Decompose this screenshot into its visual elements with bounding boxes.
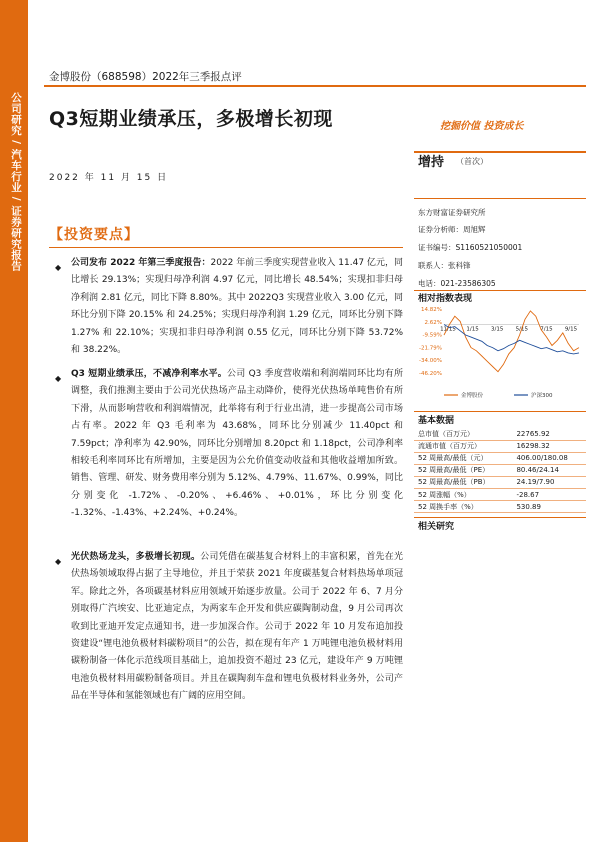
basic-data-label: 52 周最高/最低（PE） bbox=[414, 464, 512, 476]
x-tick-label: 3/15 bbox=[491, 326, 504, 333]
org-name: 东方财富证券研究所 bbox=[418, 208, 486, 217]
key-point-3-bold: 光伏热场龙头，多极增长初现。 bbox=[71, 552, 201, 562]
analyst-name: 证券分析师：周旭辉 bbox=[418, 225, 486, 234]
basic-data-value: -28.67 bbox=[512, 488, 586, 500]
related-line bbox=[414, 517, 586, 518]
relative-index-chart bbox=[414, 301, 586, 411]
y-tick-label: 14.82% bbox=[421, 307, 442, 313]
y-tick-label: 2.62% bbox=[424, 319, 442, 326]
basic-data-table bbox=[414, 428, 586, 513]
basic-data-row bbox=[414, 488, 586, 500]
basic-data-value: 406.00/180.08 bbox=[512, 452, 586, 464]
slogan: 挖掘价值 投资成长 bbox=[440, 121, 524, 132]
key-point-3 bbox=[55, 549, 403, 706]
x-tick-label: 1/15 bbox=[466, 326, 479, 333]
x-tick-label: 5/15 bbox=[515, 326, 528, 333]
basic-data-row bbox=[414, 428, 586, 440]
key-points-divider bbox=[49, 247, 403, 248]
rating-sub: （首次） bbox=[456, 157, 488, 166]
key-point-3-text: 公司凭借在碳基复合材料上的丰富积累，首先在光伏热场领域取得占据了主导地位，并且于荣获 2021 年度碳基复合材料热场单项冠军。除此之外，各项碳基材料应用领域开始逐步放量。公司于 2022 年 6、7 月分别取得广汽埃安、比亚迪定点，为两家车企开发和供应碳陶制动盘，9 月公司再次收到比亚迪开发定点通知书，进一步加深合作。公司于 2022 年 10 月发布追加投资建设“锂电池负极材料碳粉项目”的公告，拟在现有年产 1 万吨锂电池负极材料用碳粉制备一体化示范线项目基础上，追加投资不超过 23 亿元，建设年产 9 万吨锂电池负极材料用碳粉制备项目。并且在碳陶刹车盘和锂电负极材料业务外，公司产品在半导体和氢能领域也有广阔的应用空间。 bbox=[71, 552, 403, 702]
basic-data-label: 52 周涨幅（%） bbox=[414, 488, 512, 500]
legend-label: 沪深300 bbox=[531, 393, 553, 399]
basic-data-row bbox=[414, 464, 586, 476]
y-tick-label: -34.00% bbox=[419, 358, 442, 365]
cert-number: 证书编号：S1160521050001 bbox=[418, 243, 523, 252]
page-title: Q3短期业绩承压，多极增长初现 bbox=[49, 108, 333, 130]
x-tick-label: 7/15 bbox=[540, 326, 553, 333]
basic-data-label: 52 周换手率（%） bbox=[414, 501, 512, 513]
basic-data-row bbox=[414, 452, 586, 464]
phone: 电话：021-23586305 bbox=[418, 279, 496, 288]
legend-label: 金博股份 bbox=[461, 393, 484, 399]
basic-data-title: 基本数据 bbox=[418, 416, 455, 426]
key-point-2 bbox=[55, 366, 403, 523]
related-title: 相关研究 bbox=[418, 522, 455, 532]
basic-data-label: 52 周最高/最低（元） bbox=[414, 452, 512, 464]
contact-name: 联系人：张科锋 bbox=[418, 261, 471, 270]
y-tick-label: -21.79% bbox=[419, 345, 442, 352]
header-divider bbox=[44, 85, 586, 87]
series-line-0 bbox=[444, 311, 579, 372]
key-point-2-bold: Q3 短期业绩承压，不减净利率水平。 bbox=[71, 369, 227, 379]
basic-data-row bbox=[414, 440, 586, 452]
y-tick-label: -46.20% bbox=[419, 371, 442, 377]
x-tick-label: 9/15 bbox=[564, 326, 578, 333]
key-point-1-bold: 公司发布 2022 年第三季度报告： bbox=[71, 258, 211, 268]
basic-data-label: 总市值（百万元） bbox=[414, 428, 512, 440]
basic-data-label: 52 周最高/最低（PB） bbox=[414, 476, 512, 488]
y-tick-label: -9.59% bbox=[422, 332, 442, 339]
diamond-bullet-icon: ◆ bbox=[55, 374, 62, 383]
basic-data-value: 16298.32 bbox=[512, 440, 586, 452]
chart-section-title: 相对指数表现 bbox=[418, 294, 473, 304]
rating: 增持 bbox=[418, 155, 445, 170]
basic-data-row bbox=[414, 476, 586, 488]
basic-data-row bbox=[414, 501, 586, 513]
key-point-2-text: 公司 Q3 季度营收端和利润端同环比均有所调整，我们推测主要由于公司光伏热场产品主动降价，使得光伏热场单吨售价有所下滑，从而影响营收和利润端情况，此举将有利于行业出清，进一步提高公司市场占有率。2022 年 Q3 毛利率为 43.68%，同环比分别减少 11.40pct 和 7.59pct；净利率为 42.90%，同环比分别增加 8.20pct 和 1.18pct，公司净利率相较毛利率同环比有所增加，主要是因为公允价值变动收益和其他收益增加所致。销售、管理、研发、财务费用率分别为 5.12%、4.79%、11.67%、0.99%，同比分别变化 -1.72%、-0.20%、+6.46%、+0.01%，环比分别变化 -1.32%、-1.43%、+2.24%、+0.24%。 bbox=[71, 369, 403, 519]
diamond-bullet-icon: ◆ bbox=[55, 557, 62, 566]
x-tick-label: 11/15 bbox=[440, 326, 456, 333]
key-point-1-text: 2022 年前三季度实现营业收入 11.47 亿元，同比增长 29.13%；实现归母净利润 4.97 亿元，同比增长 48.54%；实现扣非归母净利润 2.81 亿元，同比下降 8.80%。其中 2022Q3 实现营业收入 3.00 亿元，同环比分别下降 20.15% 和 24.25%；实现归母净利润 1.29 亿元，同环比分别下降 1.27% 和 22.10%；实现扣非归母净利润 0.55 亿元，同环比分别下降 53.72% 和 38.22%。 bbox=[71, 258, 403, 356]
key-point-1 bbox=[55, 255, 403, 359]
chart-svg bbox=[414, 301, 586, 411]
diamond-bullet-icon: ◆ bbox=[55, 263, 62, 272]
key-points-heading: 【投资要点】 bbox=[49, 227, 139, 243]
report-date: 2022 年 11 月 15 日 bbox=[49, 173, 169, 183]
basic-data-value: 80.46/24.14 bbox=[512, 464, 586, 476]
basic-data-line bbox=[414, 411, 586, 412]
side-category-label: 公司研究 / 汽车行业 / 证券研究报告 bbox=[10, 92, 22, 272]
basic-data-value: 24.19/7.90 bbox=[512, 476, 586, 488]
report-type: 金博股份（688598）2022年三季报点评 bbox=[49, 71, 242, 83]
basic-data-label: 流通市值（百万元） bbox=[414, 440, 512, 452]
basic-data-value: 22765.92 bbox=[512, 428, 586, 440]
basic-data-value: 530.89 bbox=[512, 501, 586, 513]
rating-bottom-line bbox=[414, 198, 586, 199]
